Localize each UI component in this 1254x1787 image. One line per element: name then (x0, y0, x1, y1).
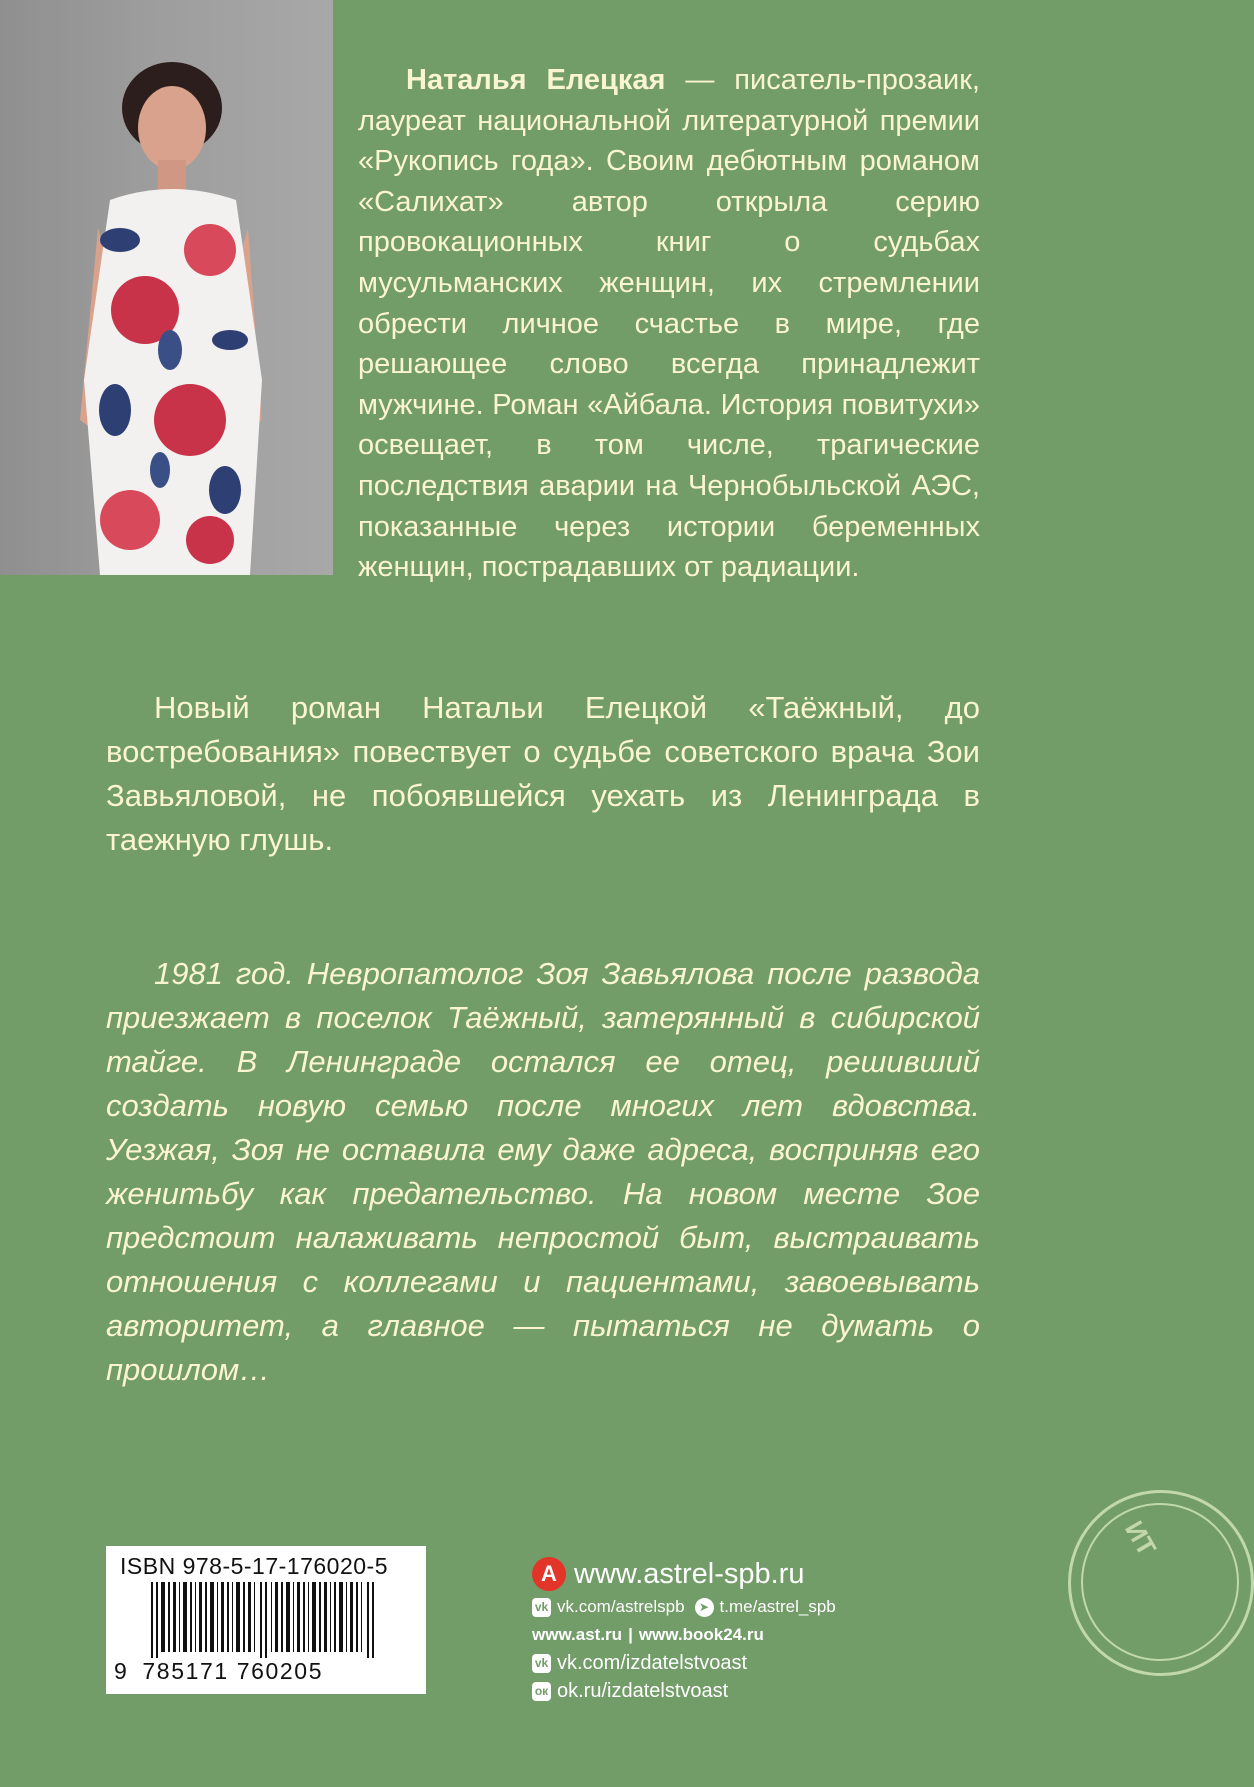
author-name: Наталья Елецкая (406, 64, 666, 96)
ok-ast-link[interactable]: ok.ru/izdatelstvoast (557, 1679, 729, 1702)
author-photo (0, 0, 333, 575)
publisher-sites-row (532, 1621, 972, 1649)
author-bio-text: — писатель-прозаик, лауреат национальной литературной премии «Рукопись года». Своим дебютным романом «Салихат» автор открыла серию провокационных книг о судьбах мусульманских женщин, их стремлении обрести личное счастье в мире, где решающее слово всегда принадлежит мужчине. Роман «Айбала. История повитухи» освещает, в том числе, трагические последствия аварии на Чернобыльской АЭС, показанные через истории беременных женщин, пострадавших от радиации. (358, 64, 980, 584)
publisher-vk-row (532, 1649, 972, 1677)
vk-icon: vk (532, 1654, 551, 1673)
barcode-box (106, 1546, 426, 1694)
postal-stamp (1068, 1490, 1254, 1676)
telegram-astrel-link[interactable]: t.me/astrel_spb (719, 1597, 836, 1616)
astrel-website-link[interactable]: www.astrel-spb.ru (574, 1557, 805, 1590)
telegram-icon: ➤ (695, 1598, 714, 1617)
book24-website-link[interactable]: www.book24.ru (638, 1625, 764, 1644)
barcode-digits (114, 1658, 414, 1685)
author-bio (358, 60, 980, 588)
vk-astrel-link[interactable]: vk.com/astrelspb (557, 1597, 685, 1616)
odnoklassniki-icon: ок (532, 1682, 551, 1701)
book-blurb: 1981 год. Невропатолог Зоя Завьялова после развода приезжает в поселок Таёжный, затерянный в сибирской тайге. В Ленинграде остался ее отец, решивший создать новую семью после многих лет вдовства. Уезжая, Зоя не оставила ему даже адреса, восприняв его женитьбу как предательство. На новом месте Зое предстоит налаживать непростой быт, выстраивать отношения с коллегами и пациентами, завоевывать авторитет, а главное — пытаться не думать о прошлом… (106, 956, 980, 1387)
barcode-bars (151, 1582, 381, 1658)
barcode-number: 785171 760205 (142, 1658, 324, 1684)
sites-separator: | (628, 1625, 633, 1644)
barcode-first-digit: 9 (114, 1658, 129, 1684)
book-summary: Новый роман Натальи Елецкой «Таёжный, до востребования» повествует о судьбе советского врача Зои Завьяловой, не побоявшейся уехать из Ленинграда в таежную глушь. (106, 690, 980, 857)
ast-website-link[interactable]: www.ast.ru (532, 1625, 623, 1644)
publisher-main-row (532, 1555, 972, 1593)
publisher-ok-row (532, 1677, 972, 1705)
astrel-logo-icon: А (532, 1557, 566, 1591)
isbn-label: ISBN 978-5-17-176020-5 (120, 1553, 388, 1579)
vk-ast-link[interactable]: vk.com/izdatelstvoast (557, 1651, 748, 1674)
publisher-info (532, 1555, 972, 1705)
publisher-social-row (532, 1593, 972, 1621)
postal-stamp-inner-ring (1081, 1503, 1239, 1661)
postal-stamp-text: ИТ (1119, 1515, 1163, 1561)
vk-icon: vk (532, 1598, 551, 1617)
